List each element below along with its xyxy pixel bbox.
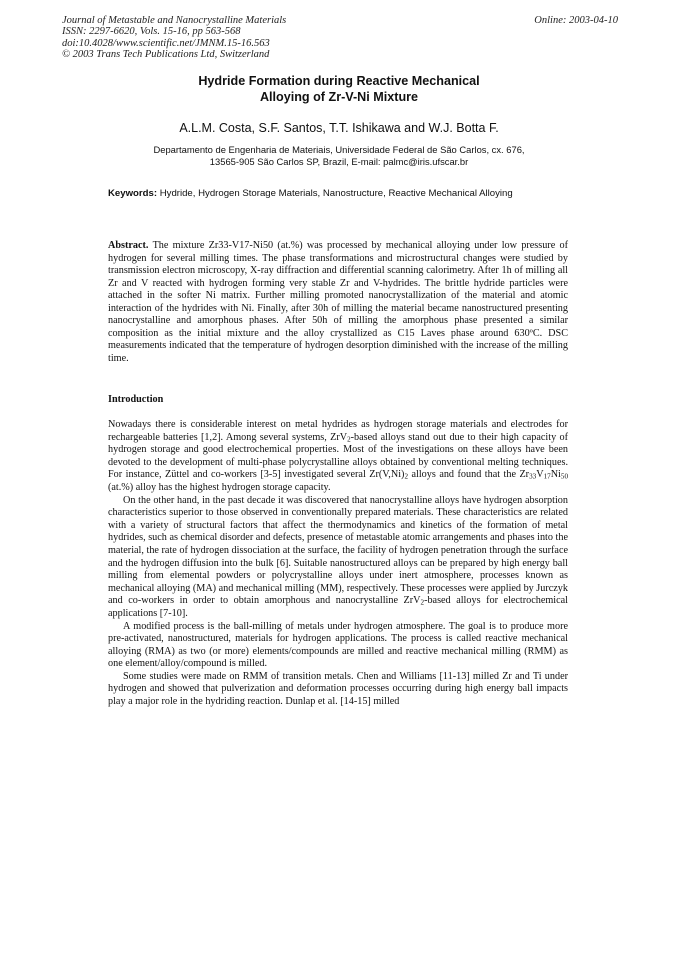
keywords-text: Hydride, Hydrogen Storage Materials, Nanostructure, Reactive Mechanical Alloying bbox=[157, 188, 513, 199]
affiliation-line-1: Departamento de Engenharia de Materiais, Universidade Federal de São Carlos, cx. 676, bbox=[153, 144, 525, 155]
p1-text-f: (at.%) alloy has the highest hydrogen storage capacity. bbox=[108, 481, 331, 493]
p1-text-d: V bbox=[536, 469, 544, 481]
paper-title bbox=[60, 74, 618, 105]
online-date: Online: 2003-04-10 bbox=[534, 15, 618, 26]
journal-header bbox=[62, 15, 618, 61]
abstract-label: Abstract. bbox=[108, 240, 149, 251]
paragraph-3: A modified process is the ball-milling of metals under hydrogen atmosphere. The goal is to produce more pre-activated, nanostructured, materials for hydrogen applications. The process is called reactive mechanical alloying (RMA) as two (or more) elements/compounds are milled and reactive mechanical milling (RMM) as one element/alloy/compound is milled. bbox=[108, 620, 568, 670]
introduction-heading: Introduction bbox=[108, 394, 164, 405]
abstract bbox=[108, 240, 568, 365]
paragraph-4: Some studies were made on RMM of transition metals. Chen and Williams [11-13] milled Zr and Ti under hydrogen and showed that pulverization and deformation processes occurring during high energy ball impacts play a major role in the hydriding reaction. Dunlap et al. [14-15] milled bbox=[108, 670, 568, 708]
p2-text-b: -based alloys for electrochemical applications [7-10]. bbox=[108, 595, 568, 619]
p1-text-e: Ni bbox=[550, 469, 561, 481]
affiliation-line-2: 13565-905 São Carlos SP, Brazil, E-mail: palmc@iris.ufscar.br bbox=[209, 156, 469, 167]
p1-text-c: alloys and found that the Zr bbox=[408, 469, 530, 481]
abstract-text: The mixture Zr33-V17-Ni50 (at.%) was processed by mechanical alloying under low pressure of hydrogen for several milling times. The phase transformations and microstructural changes were studied by transmission electron microscopy, X-ray diffraction and differential scanning calorimetry. After 1h of milling all Zr and V reacted with hydrogen forming very stable Zr and V-hydrides. The brittle hydride particles were attached in the softer Ni matrix. Further milling promoted nanocrystallization of the material and atomic interaction of the hydrides with Ni. Finally, after 30h of milling the material became nanostructured presenting nanocrystalline and amorphous phases. After 50h of milling the amorphous phase presented a similar composition as the initial mixture and the alloy crystallized as C15 Laves phase around 630ºC. DSC measurements indicated that the temperature of hydrogen desorption diminished with the increase of the milling time. bbox=[108, 240, 568, 364]
p1-subscript-1: 2 bbox=[347, 435, 351, 444]
p1-text-a: Nowadays there is considerable interest on metal hydrides as hydrogen storage materials and electrodes for rechargeable batteries [1,2]. Among several systems, ZrV bbox=[108, 419, 568, 443]
p2-text-a: On the other hand, in the past decade it was discovered that nanocrystalline alloys have hydrogen absorption characteristics superior to those observed in conventionally prepared materials. These characteristics are related with a variety of structural factors that affect the thermodynamics and kinetics of the formation of metal hydrides, such as chemical disorder and defects, presence of metastable atomic arrangements and phases into the material, the rate of hydrogen dissociation at the surface, the facility of hydrogen penetration through the surface and the hydrogen diffusion into the bulk [6]. Suitable nanostructured alloys can be prepared by high energy ball milling from elemental powders or polycrystalline alloys under inert atmosphere, processes known as mechanical alloying (MA) and mechanical milling (MM), respectively. These processes were applied by Jurczyk and co-workers in order to obtain amorphous and nanocrystalline ZrV bbox=[108, 494, 568, 607]
title-line-2: Alloying of Zr-V-Ni Mixture bbox=[259, 89, 419, 104]
p1-subscript-3: 33 bbox=[529, 472, 537, 481]
affiliation bbox=[60, 144, 618, 168]
p1-subscript-5: 50 bbox=[560, 472, 568, 481]
paragraph-2 bbox=[108, 495, 568, 621]
copyright-line: © 2003 Trans Tech Publications Ltd, Switzerland bbox=[62, 49, 270, 61]
p2-subscript-1: 2 bbox=[420, 598, 425, 607]
keywords bbox=[108, 188, 618, 199]
title-line-1: Hydride Formation during Reactive Mechanical bbox=[198, 74, 480, 88]
introduction-body bbox=[108, 419, 568, 709]
paragraph-1 bbox=[108, 419, 568, 495]
journal-name: Journal of Metastable and Nanocrystalline Materials bbox=[62, 15, 287, 26]
doi-line: doi:10.4028/www.scientific.net/JMNM.15-16.563 bbox=[62, 37, 270, 49]
p1-text-b: -based alloys stand out due to their high capacity of hydrogen storage and good electrochemical properties. Most of the investigations on these alloys have been devoted to the development of multi-phase polycrystalline alloys obtained by conventional melting techniques. For instance, Züttel and co-workers [3-5] investigated several Zr(V,Ni) bbox=[108, 431, 569, 481]
p1-subscript-4: 17 bbox=[543, 472, 551, 481]
authors: A.L.M. Costa, S.F. Santos, T.T. Ishikawa and W.J. Botta F. bbox=[179, 121, 499, 135]
issn-line: ISSN: 2297-6620, Vols. 15-16, pp 563-568 bbox=[62, 26, 241, 38]
keywords-label: Keywords: bbox=[108, 188, 158, 199]
p1-subscript-2: 2 bbox=[404, 472, 409, 481]
